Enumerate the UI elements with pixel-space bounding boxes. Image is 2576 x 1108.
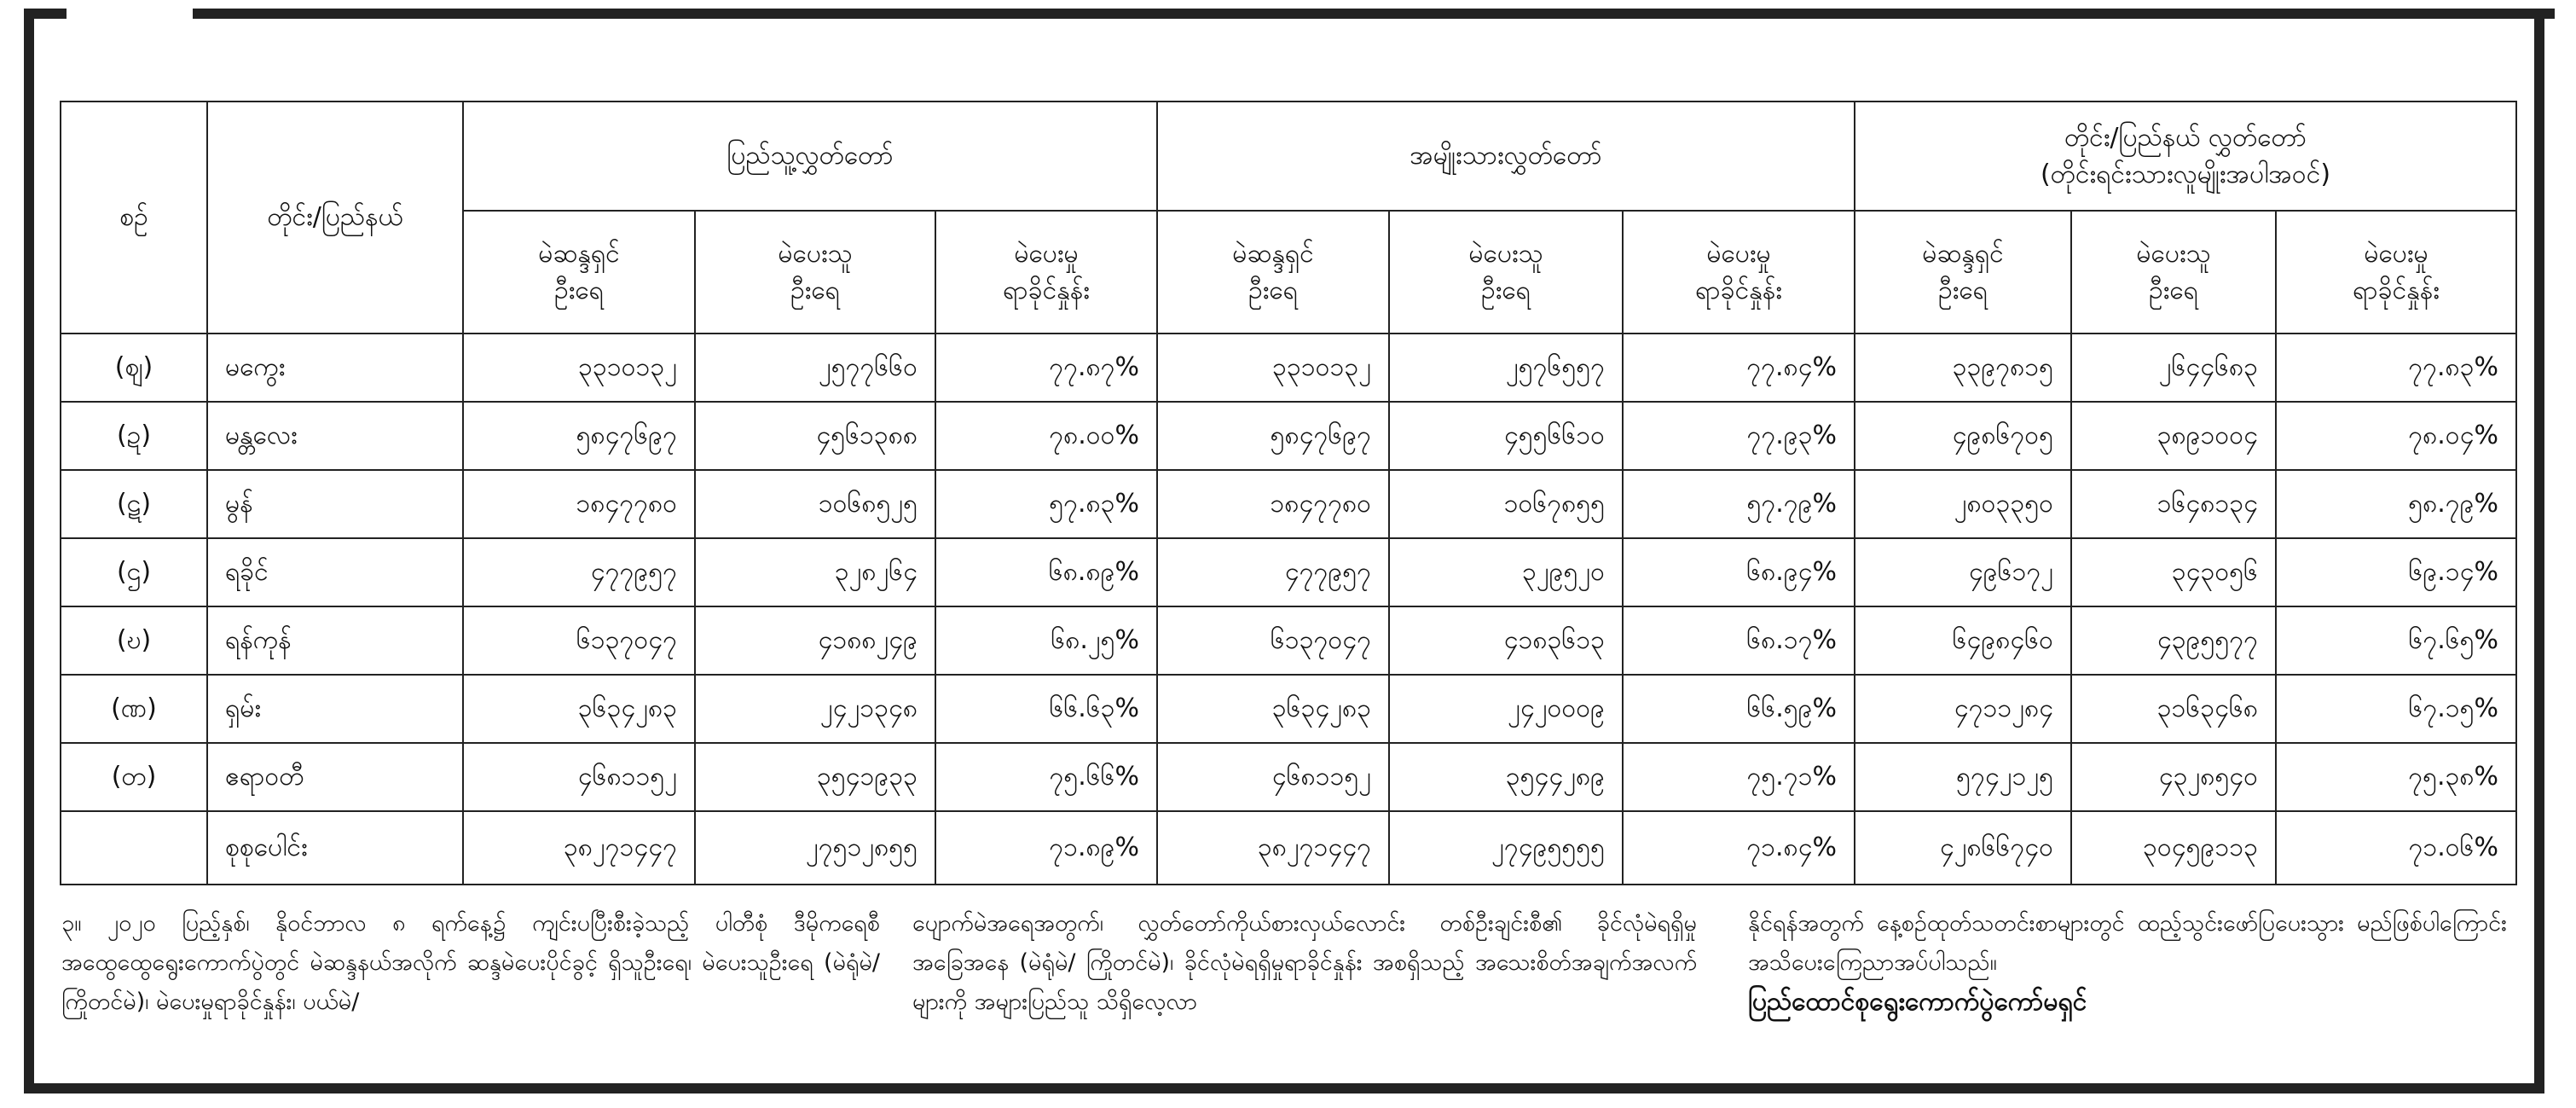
value-cell: ၂၆၄၄၆၈၃ xyxy=(2071,334,2276,402)
total-cell: ၇၁.၈၉% xyxy=(935,811,1157,885)
total-index-cell xyxy=(61,811,207,885)
value-cell: ၆၇.၁၅% xyxy=(2276,675,2516,743)
value-cell: ၁၈၄၇၇၈၀ xyxy=(463,470,695,538)
row-index: (တ) xyxy=(61,743,207,811)
value-cell: ၄၃၂၈၅၄၀ xyxy=(2071,743,2276,811)
value-cell: ၄၅၅၆၆၁၀ xyxy=(1389,402,1623,470)
value-cell: ၂၄၂၀၀၀၉ xyxy=(1389,675,1623,743)
value-cell: ၃၃၁၀၁၃၂ xyxy=(1157,334,1389,402)
note-text: နိုင်ရန်အတွက် နေ့စဉ်ထုတ်သတင်းစာများတွင် ထည့်သွင်းဖော်ပြပေးသွား မည်ဖြစ်ပါကြောင်း အသိပေးကြေညာအပ်ပါသည်။ xyxy=(1748,910,2507,976)
total-cell: ၇၁.၈၄% xyxy=(1623,811,1855,885)
value-cell: ၅၈၄၇၆၉၇ xyxy=(1157,402,1389,470)
value-cell: ၃၆၃၄၂၈၃ xyxy=(463,675,695,743)
value-cell: ၃၅၄၄၂၈၉ xyxy=(1389,743,1623,811)
value-cell: ၆၇.၆၅% xyxy=(2276,606,2516,675)
header-group-amyotha: အမျိုးသားလွှတ်တော် xyxy=(1157,102,1855,211)
table-row xyxy=(61,538,2516,606)
value-cell: ၇၈.၀၀% xyxy=(935,402,1157,470)
value-cell: ၂၅၇၇၆၆၀ xyxy=(695,334,935,402)
table-row xyxy=(61,334,2516,402)
value-cell: ၇၇.၈၄% xyxy=(1623,334,1855,402)
value-cell: ၄၆၈၁၁၅၂ xyxy=(1157,743,1389,811)
value-cell: ၆၈.၉၄% xyxy=(1623,538,1855,606)
total-label: စုစုပေါင်း xyxy=(207,811,463,885)
value-cell: ၃၆၃၄၂၈၃ xyxy=(1157,675,1389,743)
table-row xyxy=(61,606,2516,675)
row-region: ရခိုင် xyxy=(207,538,463,606)
value-cell: ၁၈၄၇၇၈၀ xyxy=(1157,470,1389,538)
table-row xyxy=(61,743,2516,811)
value-cell: ၄၇၇၉၅၇ xyxy=(1157,538,1389,606)
value-cell: ၅၈.၇၉% xyxy=(2276,470,2516,538)
subheader-percent: မဲပေးမှု ရာခိုင်နှုန်း xyxy=(1623,211,1855,334)
value-cell: ၂၄၂၁၃၄၈ xyxy=(695,675,935,743)
value-cell: ၅၇၄၂၁၂၅ xyxy=(1855,743,2071,811)
value-cell: ၇၅.၆၆% xyxy=(935,743,1157,811)
value-cell: ၃၃၁၀၁၃၂ xyxy=(463,334,695,402)
value-cell: ၂၈၀၃၃၅၀ xyxy=(1855,470,2071,538)
value-cell: ၇၇.၈၇% xyxy=(935,334,1157,402)
note-text: ပျောက်မဲအရေအတွက်၊ လွှတ်တော်ကိုယ်စားလှယ်လောင်း တစ်ဦးချင်းစီ၏ ခိုင်လုံမဲရရှိမှုအခြေအနေ (မဲရုံမဲ/ ကြိုတင်မဲ)၊ ခိုင်လုံမဲရရှိမှုရာခိုင်နှုန်း အစရှိသည့် အသေးစိတ်အချက်အလက်များကို အများပြည်သူ သိရှိလေ့လာ xyxy=(912,910,1697,1015)
subheader-voted: မဲပေးသူ ဦးရေ xyxy=(695,211,935,334)
value-cell: ၇၅.၇၁% xyxy=(1623,743,1855,811)
total-cell: ၃၀၄၅၉၁၁၃ xyxy=(2071,811,2276,885)
note-column-1 xyxy=(61,904,880,1022)
header-group-pyithu: ပြည်သူ့လွှတ်တော် xyxy=(463,102,1157,211)
value-cell: ၃၄၃၀၅၆ xyxy=(2071,538,2276,606)
row-region: မကွေး xyxy=(207,334,463,402)
subheader-percent: မဲပေးမှု ရာခိုင်နှုန်း xyxy=(935,211,1157,334)
frame-border-left xyxy=(24,9,34,1093)
value-cell: ၆၁၃၇၀၄၇ xyxy=(463,606,695,675)
value-cell: ၄၆၈၁၁၅၂ xyxy=(463,743,695,811)
note-column-2 xyxy=(912,904,1697,1022)
value-cell: ၄၅၆၁၃၈၈ xyxy=(695,402,935,470)
note-column-3 xyxy=(1748,904,2507,1022)
subheader-eligible: မဲဆန္ဒရှင် ဦးရေ xyxy=(463,211,695,334)
value-cell: ၆၈.၁၇% xyxy=(1623,606,1855,675)
total-cell: ၇၁.၀၆% xyxy=(2276,811,2516,885)
value-cell: ၄၁၈၈၂၄၉ xyxy=(695,606,935,675)
value-cell: ၄၃၉၅၅၇၇ xyxy=(2071,606,2276,675)
row-index: (ဈ) xyxy=(61,334,207,402)
total-cell: ၃၈၂၇၁၄၄၇ xyxy=(463,811,695,885)
frame-border-bottom xyxy=(24,1083,2544,1093)
subheader-voted: မဲပေးသူ ဦးရေ xyxy=(1389,211,1623,334)
total-cell: ၂၇၅၁၂၈၅၅ xyxy=(695,811,935,885)
value-cell: ၄၇၁၁၂၈၄ xyxy=(1855,675,2071,743)
total-cell: ၂၇၄၉၅၅၅၅ xyxy=(1389,811,1623,885)
header-region: တိုင်း/ပြည်နယ် xyxy=(207,102,463,334)
subheader-percent: မဲပေးမှု ရာခိုင်နှုန်း xyxy=(2276,211,2516,334)
total-cell: ၄၂၈၆၆၇၄၀ xyxy=(1855,811,2071,885)
signature-commission: ပြည်ထောင်စုရွေးကောက်ပွဲကော်မရှင် xyxy=(1748,987,2087,1017)
total-row xyxy=(61,811,2516,885)
value-cell: ၆၄၉၈၄၆၀ xyxy=(1855,606,2071,675)
value-cell: ၄၇၇၉၅၇ xyxy=(463,538,695,606)
frame-border-top xyxy=(193,9,2555,19)
subheader-voted: မဲပေးသူ ဦးရေ xyxy=(2071,211,2276,334)
value-cell: ၆၁၃၇၀၄၇ xyxy=(1157,606,1389,675)
value-cell: ၆၆.၆၃% xyxy=(935,675,1157,743)
value-cell: ၃၂၈၂၆၄ xyxy=(695,538,935,606)
table-row xyxy=(61,675,2516,743)
row-index: (ဌ) xyxy=(61,538,207,606)
header-group-state-region: တိုင်း/ပြည်နယ် လွှတ်တော် (တိုင်းရင်းသားလူမျိုးအပါအဝင်) xyxy=(1855,102,2516,211)
value-cell: ၄၉၈၆၇၀၅ xyxy=(1855,402,2071,470)
voter-turnout-table xyxy=(60,101,2517,885)
value-cell: ၃၅၄၁၉၃၃ xyxy=(695,743,935,811)
value-cell: ၃၂၉၅၂၀ xyxy=(1389,538,1623,606)
row-region: ဧရာဝတီ xyxy=(207,743,463,811)
value-cell: ၁၀၆၈၅၂၅ xyxy=(695,470,935,538)
value-cell: ၆၉.၁၄% xyxy=(2276,538,2516,606)
value-cell: ၅၇.၈၃% xyxy=(935,470,1157,538)
row-region: မွန် xyxy=(207,470,463,538)
table-row xyxy=(61,470,2516,538)
row-region: မန္တလေး xyxy=(207,402,463,470)
value-cell: ၃၈၉၁၀၀၄ xyxy=(2071,402,2276,470)
row-index: (ဎ) xyxy=(61,606,207,675)
value-cell: ၇၇.၉၃% xyxy=(1623,402,1855,470)
value-cell: ၃၃၉၇၈၁၅ xyxy=(1855,334,2071,402)
value-cell: ၄၉၆၁၇၂ xyxy=(1855,538,2071,606)
value-cell: ၂၅၇၆၅၅၇ xyxy=(1389,334,1623,402)
value-cell: ၅၈၄၇၆၉၇ xyxy=(463,402,695,470)
header-index: စဉ် xyxy=(61,102,207,334)
value-cell: ၅၇.၇၉% xyxy=(1623,470,1855,538)
row-index: (ဋ) xyxy=(61,470,207,538)
table-row xyxy=(61,402,2516,470)
row-region: ရှမ်း xyxy=(207,675,463,743)
value-cell: ၆၆.၅၉% xyxy=(1623,675,1855,743)
row-index: (ဍ) xyxy=(61,402,207,470)
subheader-eligible: မဲဆန္ဒရှင် ဦးရေ xyxy=(1855,211,2071,334)
value-cell: ၁၀၆၇၈၅၅ xyxy=(1389,470,1623,538)
value-cell: ၇၇.၈၃% xyxy=(2276,334,2516,402)
total-cell: ၃၈၂၇၁၄၄၇ xyxy=(1157,811,1389,885)
value-cell: ၁၆၄၈၁၃၄ xyxy=(2071,470,2276,538)
value-cell: ၃၁၆၃၄၆၈ xyxy=(2071,675,2276,743)
row-index: (ဏ) xyxy=(61,675,207,743)
value-cell: ၇၅.၃၈% xyxy=(2276,743,2516,811)
frame-border-right xyxy=(2534,9,2544,1093)
value-cell: ၄၁၈၃၆၁၃ xyxy=(1389,606,1623,675)
subheader-eligible: မဲဆန္ဒရှင် ဦးရေ xyxy=(1157,211,1389,334)
value-cell: ၆၈.၈၉% xyxy=(935,538,1157,606)
row-region: ရန်ကုန် xyxy=(207,606,463,675)
note-text: ၃။ ၂၀၂၀ ပြည့်နှစ်၊ နိုဝင်ဘာလ ၈ ရက်နေ့၌ ကျင်းပပြီးစီးခဲ့သည့် ပါတီစုံ ဒီမိုကရေစီ အထွေထွေရွေးကောက်ပွဲတွင် မဲဆန္ဒနယ်အလိုက် ဆန္ဒမဲပေးပိုင်ခွင့် ရှိသူဦးရေ၊ မဲပေးသူဦးရေ (မဲရုံမဲ/ ကြိုတင်မဲ)၊ မဲပေးမှုရာခိုင်နှုန်း၊ ပယ်မဲ/ xyxy=(61,910,880,1015)
value-cell: ၇၈.၀၄% xyxy=(2276,402,2516,470)
value-cell: ၆၈.၂၅% xyxy=(935,606,1157,675)
header-row-groups xyxy=(61,102,2516,211)
